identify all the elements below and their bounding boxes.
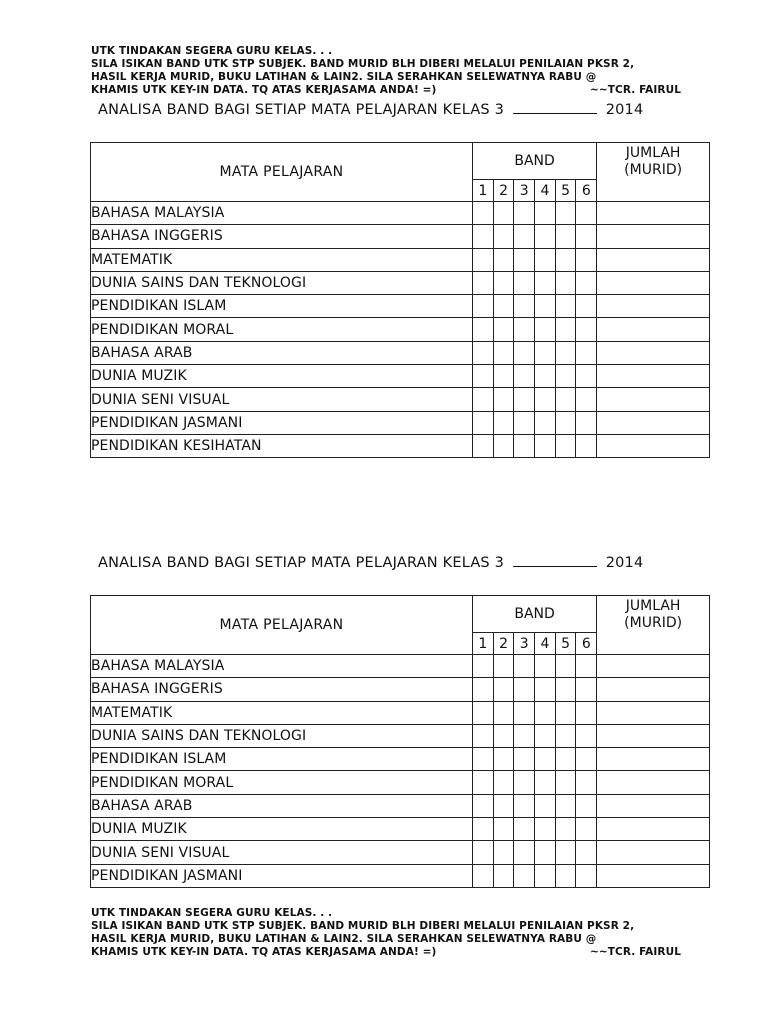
- band-cell[interactable]: [535, 794, 556, 817]
- total-cell[interactable]: [597, 864, 710, 887]
- band-number-4: 4: [535, 180, 556, 202]
- signature: ~~TCR. FAIRUL: [590, 84, 681, 96]
- band-cell[interactable]: [493, 748, 514, 771]
- band-cell[interactable]: [514, 388, 535, 411]
- total-header: [597, 596, 710, 655]
- band-cell[interactable]: [493, 202, 514, 225]
- band-cell[interactable]: [493, 248, 514, 271]
- band-cell[interactable]: [493, 365, 514, 388]
- total-cell[interactable]: [597, 434, 710, 457]
- band-cell[interactable]: [493, 295, 514, 318]
- band-cell[interactable]: [576, 678, 597, 701]
- note-line: SILA ISIKAN BAND UTK STP SUBJEK. BAND MURID BLH DIBERI MELALUI PENILAIAN PKSR 2,: [91, 920, 635, 932]
- band-cell[interactable]: [473, 841, 494, 864]
- band-cell[interactable]: [576, 225, 597, 248]
- band-cell[interactable]: [514, 365, 535, 388]
- band-cell[interactable]: [473, 318, 494, 341]
- heading-text: ANALISA BAND BAGI SETIAP MATA PELAJARAN KELAS 3: [98, 102, 505, 118]
- band-header: BAND: [473, 596, 597, 633]
- band-cell[interactable]: [514, 724, 535, 747]
- band-cell[interactable]: [576, 318, 597, 341]
- band-cell[interactable]: [576, 748, 597, 771]
- band-cell[interactable]: [514, 655, 535, 678]
- band-table: [90, 595, 710, 888]
- note-line: [91, 946, 691, 959]
- band-cell[interactable]: [576, 818, 597, 841]
- band-cell[interactable]: [576, 295, 597, 318]
- table-row: [91, 655, 710, 678]
- band-cell[interactable]: [473, 295, 494, 318]
- band-cell[interactable]: [514, 678, 535, 701]
- band-cell[interactable]: [535, 678, 556, 701]
- band-cell[interactable]: [576, 864, 597, 887]
- band-number-3: 3: [514, 180, 535, 202]
- band-cell[interactable]: [493, 411, 514, 434]
- heading-year: 2014: [605, 102, 644, 118]
- band-cell[interactable]: [555, 434, 576, 457]
- table-row: [91, 748, 710, 771]
- band-cell[interactable]: [576, 248, 597, 271]
- band-cell[interactable]: [473, 434, 494, 457]
- band-cell[interactable]: [555, 411, 576, 434]
- subject-name: DUNIA SAINS DAN TEKNOLOGI: [91, 271, 473, 294]
- band-cell[interactable]: [535, 225, 556, 248]
- form-heading: [98, 554, 708, 571]
- subject-name: PENDIDIKAN MORAL: [91, 318, 473, 341]
- heading-text: ANALISA BAND BAGI SETIAP MATA PELAJARAN KELAS 3: [98, 555, 505, 571]
- band-cell[interactable]: [514, 818, 535, 841]
- band-cell[interactable]: [535, 202, 556, 225]
- band-table: [90, 142, 710, 458]
- band-cell[interactable]: [493, 724, 514, 747]
- band-cell[interactable]: [473, 724, 494, 747]
- band-cell[interactable]: [473, 225, 494, 248]
- band-number-2: 2: [493, 633, 514, 655]
- band-cell[interactable]: [555, 701, 576, 724]
- note-line: SILA ISIKAN BAND UTK STP SUBJEK. BAND MURID BLH DIBERI MELALUI PENILAIAN PKSR 2,: [91, 58, 635, 70]
- subject-name: DUNIA SENI VISUAL: [91, 841, 473, 864]
- band-number-4: 4: [535, 633, 556, 655]
- table-row: [91, 771, 710, 794]
- table-row: [91, 794, 710, 817]
- band-cell[interactable]: [555, 388, 576, 411]
- subject-name: DUNIA MUZIK: [91, 365, 473, 388]
- note-line: UTK TINDAKAN SEGERA GURU KELAS. . .: [91, 45, 333, 57]
- total-cell[interactable]: [597, 248, 710, 271]
- band-cell[interactable]: [555, 818, 576, 841]
- band-cell[interactable]: [576, 341, 597, 364]
- total-cell[interactable]: [597, 318, 710, 341]
- table-row: [91, 864, 710, 887]
- band-cell[interactable]: [473, 341, 494, 364]
- subject-name: PENDIDIKAN JASMANI: [91, 411, 473, 434]
- band-cell[interactable]: [555, 341, 576, 364]
- band-cell[interactable]: [473, 864, 494, 887]
- subject-name: DUNIA SENI VISUAL: [91, 388, 473, 411]
- heading-year: 2014: [605, 555, 644, 571]
- table-row: [91, 248, 710, 271]
- band-number-1: 1: [473, 180, 494, 202]
- band-cell[interactable]: [473, 794, 494, 817]
- band-cell[interactable]: [555, 295, 576, 318]
- total-cell[interactable]: [597, 724, 710, 747]
- band-cell[interactable]: [535, 655, 556, 678]
- band-cell[interactable]: [535, 365, 556, 388]
- table-row: [91, 202, 710, 225]
- note-line: HASIL KERJA MURID, BUKU LATIHAN & LAIN2. SILA SERAHKAN SELEWATNYA RABU @: [91, 933, 597, 945]
- band-cell[interactable]: [493, 271, 514, 294]
- band-cell[interactable]: [576, 271, 597, 294]
- band-cell[interactable]: [473, 248, 494, 271]
- band-cell[interactable]: [514, 248, 535, 271]
- band-cell[interactable]: [493, 655, 514, 678]
- band-cell[interactable]: [514, 701, 535, 724]
- signature: ~~TCR. FAIRUL: [590, 946, 681, 958]
- table-row: [91, 388, 710, 411]
- band-cell[interactable]: [576, 411, 597, 434]
- total-header-line2: (MURID): [624, 615, 683, 631]
- total-cell[interactable]: [597, 701, 710, 724]
- band-cell[interactable]: [473, 411, 494, 434]
- subject-name: PENDIDIKAN KESIHATAN: [91, 434, 473, 457]
- band-number-5: 5: [555, 633, 576, 655]
- band-cell[interactable]: [473, 271, 494, 294]
- band-cell[interactable]: [535, 864, 556, 887]
- instruction-note-top: [91, 45, 691, 97]
- band-cell[interactable]: [473, 701, 494, 724]
- band-number-6: 6: [576, 633, 597, 655]
- subject-header: MATA PELAJARAN: [91, 596, 473, 655]
- band-cell[interactable]: [514, 318, 535, 341]
- band-cell[interactable]: [576, 724, 597, 747]
- band-number-2: 2: [493, 180, 514, 202]
- band-cell[interactable]: [473, 388, 494, 411]
- table-row: [91, 411, 710, 434]
- total-cell[interactable]: [597, 818, 710, 841]
- subject-name: MATEMATIK: [91, 248, 473, 271]
- band-cell[interactable]: [555, 678, 576, 701]
- band-cell[interactable]: [576, 388, 597, 411]
- band-cell[interactable]: [535, 295, 556, 318]
- table-row: [91, 678, 710, 701]
- band-cell[interactable]: [473, 748, 494, 771]
- band-cell[interactable]: [493, 225, 514, 248]
- band-cell[interactable]: [535, 748, 556, 771]
- band-cell[interactable]: [493, 794, 514, 817]
- instruction-note-bottom: [91, 907, 691, 959]
- band-cell[interactable]: [555, 748, 576, 771]
- table-row: [91, 318, 710, 341]
- note-line: [91, 84, 691, 97]
- table-row: [91, 271, 710, 294]
- subject-header: MATA PELAJARAN: [91, 143, 473, 202]
- subject-name: DUNIA MUZIK: [91, 818, 473, 841]
- band-cell[interactable]: [473, 678, 494, 701]
- table-row: [91, 295, 710, 318]
- band-cell[interactable]: [514, 771, 535, 794]
- band-cell[interactable]: [493, 841, 514, 864]
- total-cell[interactable]: [597, 388, 710, 411]
- total-cell[interactable]: [597, 771, 710, 794]
- band-cell[interactable]: [576, 794, 597, 817]
- band-cell[interactable]: [535, 271, 556, 294]
- total-cell[interactable]: [597, 295, 710, 318]
- band-cell[interactable]: [493, 678, 514, 701]
- band-cell[interactable]: [535, 341, 556, 364]
- subject-name: PENDIDIKAN MORAL: [91, 771, 473, 794]
- band-cell[interactable]: [535, 724, 556, 747]
- band-cell[interactable]: [473, 202, 494, 225]
- band-cell[interactable]: [576, 365, 597, 388]
- band-cell[interactable]: [493, 701, 514, 724]
- band-cell[interactable]: [514, 748, 535, 771]
- band-cell[interactable]: [535, 434, 556, 457]
- total-cell[interactable]: [597, 748, 710, 771]
- band-cell[interactable]: [535, 411, 556, 434]
- total-cell[interactable]: [597, 678, 710, 701]
- band-cell[interactable]: [535, 841, 556, 864]
- band-cell[interactable]: [535, 701, 556, 724]
- band-cell[interactable]: [514, 411, 535, 434]
- subject-name: MATEMATIK: [91, 701, 473, 724]
- total-cell[interactable]: [597, 411, 710, 434]
- band-cell[interactable]: [514, 341, 535, 364]
- band-cell[interactable]: [555, 202, 576, 225]
- band-cell[interactable]: [576, 701, 597, 724]
- note-line-text: KHAMIS UTK KEY-IN DATA. TQ ATAS KERJASAMA ANDA! =): [91, 946, 437, 958]
- table-row: [91, 841, 710, 864]
- subject-name: DUNIA SAINS DAN TEKNOLOGI: [91, 724, 473, 747]
- band-cell[interactable]: [535, 771, 556, 794]
- band-cell[interactable]: [493, 341, 514, 364]
- band-cell[interactable]: [514, 794, 535, 817]
- band-cell[interactable]: [555, 771, 576, 794]
- band-cell[interactable]: [473, 771, 494, 794]
- band-cell[interactable]: [555, 248, 576, 271]
- band-cell[interactable]: [555, 655, 576, 678]
- subject-name: PENDIDIKAN ISLAM: [91, 748, 473, 771]
- band-cell[interactable]: [555, 365, 576, 388]
- class-name-blank[interactable]: [513, 554, 597, 567]
- band-cell[interactable]: [576, 202, 597, 225]
- band-cell[interactable]: [493, 434, 514, 457]
- band-cell[interactable]: [576, 655, 597, 678]
- band-cell[interactable]: [514, 434, 535, 457]
- band-cell[interactable]: [514, 271, 535, 294]
- table-row: [91, 434, 710, 457]
- total-header-line2: (MURID): [624, 162, 683, 178]
- band-cell[interactable]: [473, 655, 494, 678]
- total-cell[interactable]: [597, 841, 710, 864]
- band-cell[interactable]: [514, 225, 535, 248]
- band-cell[interactable]: [555, 794, 576, 817]
- subject-name: PENDIDIKAN ISLAM: [91, 295, 473, 318]
- band-cell[interactable]: [576, 434, 597, 457]
- total-header-line1: JUMLAH: [625, 598, 681, 614]
- total-cell[interactable]: [597, 365, 710, 388]
- table-row: [91, 365, 710, 388]
- table-row: [91, 341, 710, 364]
- band-cell[interactable]: [493, 318, 514, 341]
- band-cell[interactable]: [576, 841, 597, 864]
- class-name-blank[interactable]: [513, 101, 597, 114]
- subject-name: BAHASA ARAB: [91, 794, 473, 817]
- band-cell[interactable]: [555, 724, 576, 747]
- note-line: HASIL KERJA MURID, BUKU LATIHAN & LAIN2. SILA SERAHKAN SELEWATNYA RABU @: [91, 71, 597, 83]
- band-cell[interactable]: [535, 818, 556, 841]
- subject-name: BAHASA INGGERIS: [91, 225, 473, 248]
- total-cell[interactable]: [597, 655, 710, 678]
- total-cell[interactable]: [597, 202, 710, 225]
- band-cell[interactable]: [555, 271, 576, 294]
- band-cell[interactable]: [555, 225, 576, 248]
- note-line: UTK TINDAKAN SEGERA GURU KELAS. . .: [91, 907, 333, 919]
- subject-name: BAHASA ARAB: [91, 341, 473, 364]
- band-cell[interactable]: [576, 771, 597, 794]
- band-cell[interactable]: [514, 841, 535, 864]
- band-cell[interactable]: [555, 864, 576, 887]
- total-header-line1: JUMLAH: [625, 145, 681, 161]
- band-cell[interactable]: [514, 202, 535, 225]
- band-cell[interactable]: [493, 864, 514, 887]
- total-header: [597, 143, 710, 202]
- subject-name: BAHASA MALAYSIA: [91, 202, 473, 225]
- note-line-text: KHAMIS UTK KEY-IN DATA. TQ ATAS KERJASAMA ANDA! =): [91, 84, 437, 96]
- band-cell[interactable]: [493, 818, 514, 841]
- subject-name: BAHASA MALAYSIA: [91, 655, 473, 678]
- band-cell[interactable]: [555, 841, 576, 864]
- band-number-6: 6: [576, 180, 597, 202]
- band-cell[interactable]: [535, 248, 556, 271]
- band-cell[interactable]: [514, 864, 535, 887]
- band-number-1: 1: [473, 633, 494, 655]
- table-row: [91, 818, 710, 841]
- total-cell[interactable]: [597, 341, 710, 364]
- band-cell[interactable]: [473, 818, 494, 841]
- band-cell[interactable]: [493, 388, 514, 411]
- form-heading: [98, 101, 708, 118]
- band-header: BAND: [473, 143, 597, 180]
- band-cell[interactable]: [535, 388, 556, 411]
- table-row: [91, 724, 710, 747]
- subject-name: PENDIDIKAN JASMANI: [91, 864, 473, 887]
- total-cell[interactable]: [597, 794, 710, 817]
- band-cell[interactable]: [535, 318, 556, 341]
- band-cell[interactable]: [555, 318, 576, 341]
- band-cell[interactable]: [493, 771, 514, 794]
- band-cell[interactable]: [473, 365, 494, 388]
- total-cell[interactable]: [597, 271, 710, 294]
- band-number-3: 3: [514, 633, 535, 655]
- total-cell[interactable]: [597, 225, 710, 248]
- table-row: [91, 225, 710, 248]
- table-row: [91, 701, 710, 724]
- band-number-5: 5: [555, 180, 576, 202]
- band-cell[interactable]: [514, 295, 535, 318]
- subject-name: BAHASA INGGERIS: [91, 678, 473, 701]
